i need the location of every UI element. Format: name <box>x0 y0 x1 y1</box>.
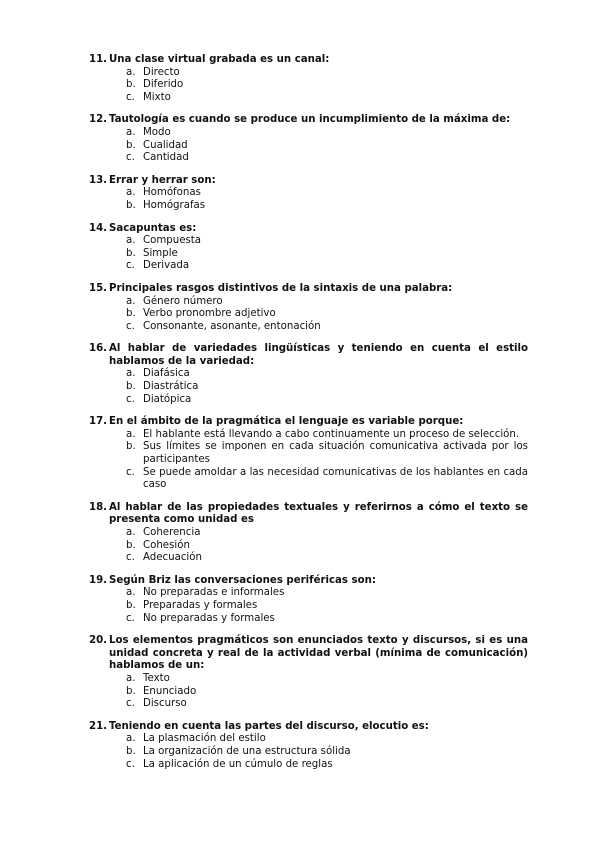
question-text: Tautología es cuando se produce un incumplimiento de la máxima de: <box>109 114 511 126</box>
question-text: Los elementos pragmáticos son enunciados texto y discursos, si es una unidad concreta y real de la actividad verbal (mínima de comunicación) hablamos de un: <box>109 635 528 672</box>
question-text: Teniendo en cuenta las partes del discurso, elocutio es: <box>109 720 429 732</box>
option-list <box>89 733 528 771</box>
question-line <box>89 502 528 527</box>
option-letter: a. <box>126 187 136 199</box>
option-letter: b. <box>126 745 136 757</box>
option-text: Directo <box>143 66 180 78</box>
option-letter: a. <box>126 587 136 599</box>
option-text: Cantidad <box>143 152 189 164</box>
question-text: Errar y herrar son: <box>109 174 216 186</box>
answer-option <box>126 759 528 772</box>
question-line <box>89 416 528 429</box>
question-line <box>89 343 528 368</box>
answer-option <box>126 235 528 248</box>
question-item <box>89 502 528 565</box>
question-line <box>89 114 528 127</box>
option-text: Cualidad <box>143 139 188 151</box>
question-line <box>89 175 528 188</box>
option-letter: b. <box>126 308 136 320</box>
option-list <box>89 187 528 212</box>
option-letter: c. <box>126 152 135 164</box>
option-letter: b. <box>126 139 136 151</box>
question-item <box>89 721 528 771</box>
question-number: 18. <box>89 501 108 513</box>
answer-option <box>126 140 528 153</box>
option-letter: c. <box>126 758 135 770</box>
option-letter: b. <box>126 247 136 259</box>
option-list <box>89 235 528 273</box>
answer-option <box>126 613 528 626</box>
question-text: En el ámbito de la pragmática el lenguaje es variable porque: <box>109 416 464 428</box>
answer-option <box>126 467 528 492</box>
option-letter: c. <box>126 466 135 478</box>
option-letter: a. <box>126 428 136 440</box>
question-number: 13. <box>89 174 108 186</box>
answer-option <box>126 746 528 759</box>
question-text: Una clase virtual grabada es un canal: <box>109 54 330 65</box>
question-item <box>89 175 528 213</box>
answer-option <box>126 79 528 92</box>
answer-option <box>126 260 528 273</box>
question-item <box>89 575 528 625</box>
option-text: Derivada <box>143 260 190 272</box>
option-list <box>89 67 528 105</box>
option-letter: c. <box>126 698 135 710</box>
question-number: 14. <box>89 222 108 234</box>
option-list <box>89 296 528 334</box>
option-text: Cohesión <box>143 539 190 551</box>
question-item <box>89 635 528 711</box>
option-text: Se puede amoldar a las necesidad comunicativas de los hablantes en cada caso <box>143 466 528 491</box>
option-letter: b. <box>126 599 136 611</box>
option-list <box>89 429 528 492</box>
answer-option <box>126 127 528 140</box>
option-letter: a. <box>126 527 136 538</box>
question-item <box>89 283 528 333</box>
question-line <box>89 223 528 236</box>
question-number: 15. <box>89 282 108 294</box>
question-line <box>89 575 528 588</box>
option-letter: a. <box>126 66 136 78</box>
option-text: Diferido <box>143 79 184 91</box>
option-text: La organización de una estructura sólida <box>143 745 351 757</box>
option-text: Género número <box>143 295 223 307</box>
question-number: 12. <box>89 114 108 126</box>
option-text: Discurso <box>143 698 187 710</box>
option-text: No preparadas y formales <box>143 612 275 624</box>
question-line <box>89 721 528 734</box>
question-line <box>89 283 528 296</box>
question-line <box>89 54 528 67</box>
answer-option <box>126 540 528 553</box>
option-list <box>89 587 528 625</box>
question-number: 20. <box>89 635 108 647</box>
answer-option <box>126 321 528 334</box>
option-text: El hablante está llevando a cabo continuamente un proceso de selección. <box>143 428 520 440</box>
option-text: Diafásica <box>143 368 190 380</box>
option-text: Preparadas y formales <box>143 599 258 611</box>
option-letter: b. <box>126 685 136 697</box>
option-letter: b. <box>126 441 136 453</box>
answer-option <box>126 552 528 565</box>
answer-option <box>126 381 528 394</box>
question-item <box>89 223 528 273</box>
option-letter: b. <box>126 381 136 393</box>
option-text: Consonante, asonante, entonación <box>143 320 321 332</box>
option-letter: a. <box>126 235 136 247</box>
option-text: Homófonas <box>143 187 201 199</box>
option-letter: b. <box>126 79 136 91</box>
answer-option <box>126 441 528 466</box>
answer-option <box>126 248 528 261</box>
option-list <box>89 368 528 406</box>
option-text: Texto <box>143 672 170 684</box>
option-text: No preparadas e informales <box>143 587 285 599</box>
option-text: Enunciado <box>143 685 197 697</box>
answer-option <box>126 587 528 600</box>
question-number: 17. <box>89 416 108 428</box>
option-letter: c. <box>126 552 135 564</box>
answer-option <box>126 296 528 309</box>
answer-option <box>126 152 528 165</box>
option-letter: a. <box>126 368 136 380</box>
option-letter: c. <box>126 320 135 332</box>
option-text: Simple <box>143 247 178 259</box>
option-letter: b. <box>126 199 136 211</box>
answer-option <box>126 67 528 80</box>
question-item <box>89 114 528 164</box>
option-text: Modo <box>143 126 171 138</box>
answer-option <box>126 733 528 746</box>
question-text: Principales rasgos distintivos de la sintaxis de una palabra: <box>109 282 453 294</box>
option-letter: a. <box>126 672 136 684</box>
answer-option <box>126 527 528 540</box>
answer-option <box>126 698 528 711</box>
answer-option <box>126 600 528 613</box>
option-letter: c. <box>126 91 135 103</box>
answer-option <box>126 394 528 407</box>
answer-option <box>126 92 528 105</box>
question-item <box>89 343 528 406</box>
option-text: Verbo pronombre adjetivo <box>143 308 276 320</box>
option-text: Compuesta <box>143 235 202 247</box>
question-text: Sacapuntas es: <box>109 222 197 234</box>
option-list <box>89 527 528 565</box>
question-text: Según Briz las conversaciones periféricas son: <box>109 574 376 586</box>
option-letter: b. <box>126 539 136 551</box>
option-text: Mixto <box>143 91 171 103</box>
question-text: Al hablar de variedades lingüísticas y teniendo en cuenta el estilo hablamos de la variedad: <box>109 343 528 367</box>
option-text: La aplicación de un cúmulo de reglas <box>143 758 333 770</box>
option-text: Sus límites se imponen en cada situación comunicativa activada por los participantes <box>143 441 528 466</box>
question-number: 19. <box>89 574 108 586</box>
question-item <box>89 54 528 104</box>
answer-option <box>126 200 528 213</box>
option-letter: c. <box>126 393 135 405</box>
answer-option <box>126 673 528 686</box>
option-text: Homógrafas <box>143 199 206 211</box>
option-letter: a. <box>126 126 136 138</box>
option-letter: c. <box>126 612 135 624</box>
option-letter: c. <box>126 260 135 272</box>
question-item <box>89 416 528 492</box>
option-text: Adecuación <box>143 552 202 564</box>
option-list <box>89 127 528 165</box>
question-number: 16. <box>89 343 108 355</box>
question-number: 11. <box>89 54 108 65</box>
answer-option <box>126 368 528 381</box>
question-text: Al hablar de las propiedades textuales y referirnos a cómo el texto se presenta como unidad es <box>109 501 528 526</box>
option-letter: a. <box>126 733 136 745</box>
answer-option <box>126 686 528 699</box>
option-text: La plasmación del estilo <box>143 733 266 745</box>
option-text: Diatópica <box>143 393 192 405</box>
question-number: 21. <box>89 720 108 732</box>
answer-option <box>126 308 528 321</box>
answer-option <box>126 429 528 442</box>
question-line <box>89 635 528 673</box>
option-text: Diastrática <box>143 381 199 393</box>
answer-option <box>126 187 528 200</box>
option-letter: a. <box>126 295 136 307</box>
option-list <box>89 673 528 711</box>
option-text: Coherencia <box>143 527 201 538</box>
